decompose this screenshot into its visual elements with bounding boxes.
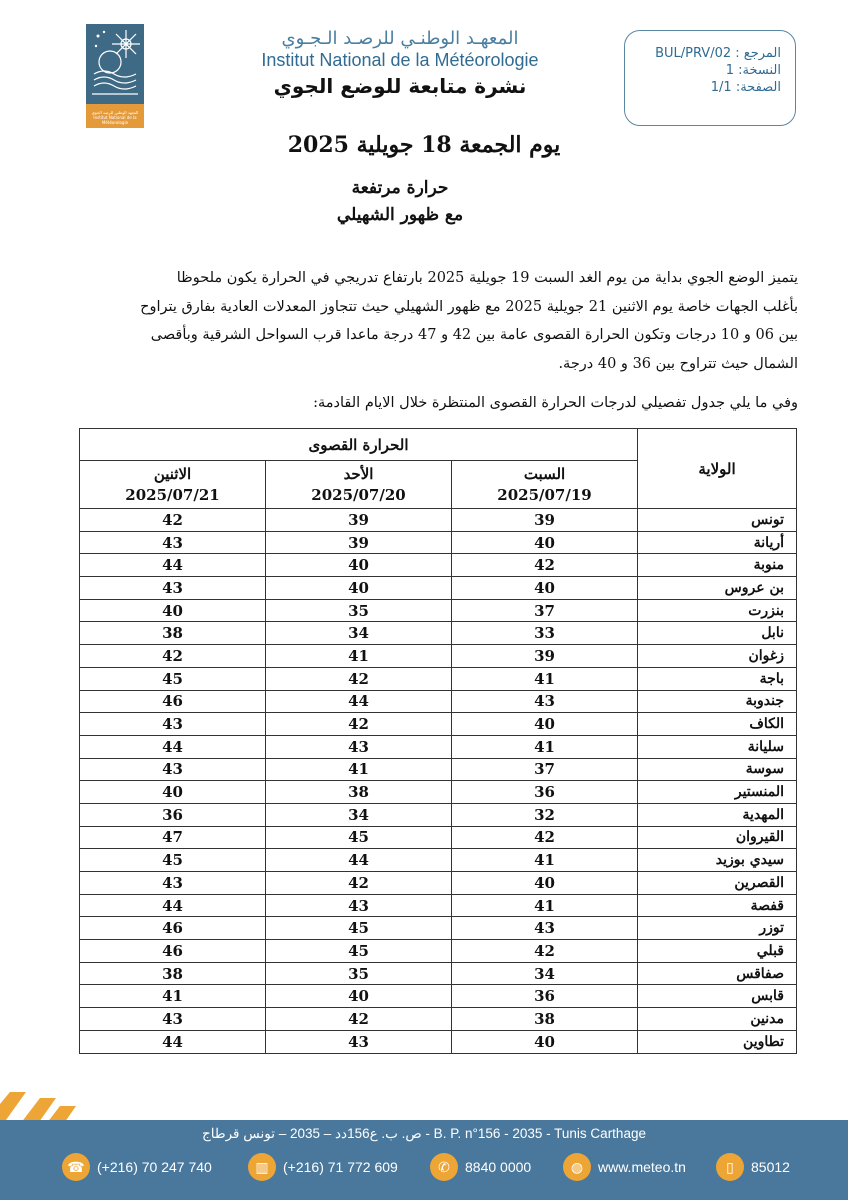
table-row <box>80 531 797 554</box>
page-label: الصفحة: <box>735 80 781 95</box>
paragraph-line: بأغلب الجهات خاصة يوم الاثنين 21 جويلية 2025 مع ظهور الشهيلي حيث تتجاوز المعدلات العادية بفارق يتراوح <box>140 298 798 315</box>
table-row <box>80 917 797 940</box>
temperature-cell: 40 <box>266 577 452 600</box>
fax-number: (+216) 71 772 609 <box>283 1159 398 1175</box>
temperature-cell: 44 <box>80 554 266 577</box>
temperature-cell: 41 <box>452 735 638 758</box>
governorate-cell: قبلي <box>638 940 797 963</box>
temperature-cell: 42 <box>452 940 638 963</box>
temperature-cell: 41 <box>452 894 638 917</box>
table-row <box>80 758 797 781</box>
temperature-cell: 42 <box>80 509 266 532</box>
table-row <box>80 599 797 622</box>
governorate-cell: قابس <box>638 985 797 1008</box>
table-row <box>80 803 797 826</box>
temperature-cell: 43 <box>80 713 266 736</box>
paragraph-line: الشمال حيث تتراوح بين 36 و 40 درجة. <box>558 355 798 372</box>
temperature-cell: 41 <box>266 645 452 668</box>
page-row <box>625 79 781 96</box>
table-header-row <box>80 429 797 461</box>
max-temperature-table <box>79 428 797 1054</box>
temperature-cell: 43 <box>266 735 452 758</box>
temperature-cell: 43 <box>80 758 266 781</box>
version-value: 1 <box>725 63 735 78</box>
table-row <box>80 940 797 963</box>
contact-phone <box>62 1152 212 1182</box>
table-row <box>80 894 797 917</box>
contact-fax <box>248 1152 398 1182</box>
temperature-cell: 38 <box>452 1008 638 1031</box>
day-header-monday <box>80 461 266 509</box>
temperature-cell: 39 <box>266 509 452 532</box>
hotline-number: 8840 0000 <box>465 1159 532 1175</box>
temperature-cell: 46 <box>80 690 266 713</box>
temperature-cell: 35 <box>266 962 452 985</box>
day-date: 2025/07/20 <box>311 485 406 504</box>
governorate-cell: تونس <box>638 509 797 532</box>
logo-caption-ar: المعهد الوطني للرصد الجوي <box>91 110 139 115</box>
sms-number: 85012 <box>751 1159 790 1175</box>
temperature-cell: 46 <box>80 940 266 963</box>
table-row <box>80 872 797 895</box>
footer-bar <box>0 1120 848 1200</box>
governorate-column-header: الولاية <box>638 429 797 509</box>
table-row <box>80 554 797 577</box>
temperature-cell: 42 <box>80 645 266 668</box>
hotline-icon: ✆ <box>430 1153 458 1181</box>
compass-rose-icon <box>86 24 144 104</box>
paragraph-line: يتميز الوضع الجوي بداية من يوم الغد السبت 19 جويلية 2025 بارتفاع تدريجي في الحرارة يكون ملحوظا <box>176 270 798 286</box>
temperature-cell: 39 <box>452 645 638 668</box>
governorate-cell: نابل <box>638 622 797 645</box>
phone-number: (+216) 70 247 740 <box>97 1159 212 1175</box>
version-row <box>625 62 781 79</box>
page-value: 1/1 <box>710 80 732 95</box>
temperature-cell: 42 <box>452 554 638 577</box>
temperature-cell: 38 <box>80 962 266 985</box>
governorate-cell: سيدي بوزيد <box>638 849 797 872</box>
table-row <box>80 509 797 532</box>
governorate-cell: باجة <box>638 667 797 690</box>
fax-icon: ▥ <box>248 1153 276 1181</box>
temperature-cell: 44 <box>80 1030 266 1053</box>
institute-name-french: Institut National de la Météorologie <box>261 50 539 70</box>
governorate-cell: أريانة <box>638 531 797 554</box>
temperature-cell: 45 <box>266 826 452 849</box>
version-label: النسخة: <box>738 63 781 78</box>
day-header-sunday <box>266 461 452 509</box>
governorate-cell: بن عروس <box>638 577 797 600</box>
governorate-cell: صفاقس <box>638 962 797 985</box>
temperature-cell: 33 <box>452 622 638 645</box>
temperature-cell: 41 <box>80 985 266 1008</box>
table-row <box>80 781 797 804</box>
table-row <box>80 826 797 849</box>
temperature-cell: 41 <box>266 758 452 781</box>
governorate-cell: القصرين <box>638 872 797 895</box>
temperature-cell: 41 <box>452 849 638 872</box>
day-name: السبت <box>523 464 566 483</box>
temperature-cell: 43 <box>452 917 638 940</box>
mobile-icon: ▯ <box>716 1153 744 1181</box>
temperature-cell: 42 <box>266 667 452 690</box>
governorate-cell: جندوبة <box>638 690 797 713</box>
reference-value: BUL/PRV/02 <box>655 46 732 61</box>
reference-row <box>625 45 781 62</box>
globe-icon: ◍ <box>563 1153 591 1181</box>
temperature-cell: 40 <box>266 985 452 1008</box>
governorate-cell: زغوان <box>638 645 797 668</box>
temperature-cell: 44 <box>266 849 452 872</box>
table-row <box>80 622 797 645</box>
table-row <box>80 645 797 668</box>
max-temperature-header: الحرارة القصوى <box>80 429 638 461</box>
logo-caption-band <box>86 104 144 128</box>
temperature-cell: 35 <box>266 599 452 622</box>
website-link[interactable]: www.meteo.tn <box>598 1159 686 1175</box>
temperature-cell: 39 <box>452 509 638 532</box>
temperature-cell: 40 <box>452 577 638 600</box>
temperature-cell: 45 <box>80 849 266 872</box>
contact-hotline <box>430 1152 531 1182</box>
institute-logo <box>86 24 144 128</box>
table-row <box>80 985 797 1008</box>
temperature-cell: 38 <box>266 781 452 804</box>
temperature-cell: 36 <box>452 781 638 804</box>
logo-caption-fr: Institut National de la Météorologie <box>93 115 137 125</box>
temperature-cell: 40 <box>452 713 638 736</box>
table-row <box>80 962 797 985</box>
temperature-cell: 40 <box>266 554 452 577</box>
phone-icon: ☎ <box>62 1153 90 1181</box>
temperature-cell: 38 <box>80 622 266 645</box>
temperature-cell: 41 <box>452 667 638 690</box>
governorate-cell: توزر <box>638 917 797 940</box>
summary-paragraph <box>80 264 798 378</box>
temperature-cell: 43 <box>80 577 266 600</box>
temperature-cell: 42 <box>452 826 638 849</box>
table-body <box>80 509 797 1054</box>
governorate-cell: سوسة <box>638 758 797 781</box>
temperature-cell: 45 <box>266 940 452 963</box>
temperature-cell: 39 <box>266 531 452 554</box>
paragraph-line: بين 06 و 10 درجات وتكون الحرارة القصوى عامة بين 42 و 47 درجة ماعدا قرب السواحل الشرقية وبأقصى <box>150 327 798 343</box>
subheading-high-temperature: حرارة مرتفعة <box>351 178 449 198</box>
date-heading: يوم الجمعة 18 جويلية 2025 <box>287 132 561 158</box>
temperature-cell: 42 <box>266 713 452 736</box>
table-row <box>80 713 797 736</box>
temperature-cell: 43 <box>80 1008 266 1031</box>
day-name: الاثنين <box>153 464 192 483</box>
table-row <box>80 577 797 600</box>
subheading-sirocco: مع ظهور الشهيلي <box>336 205 464 225</box>
contact-website[interactable] <box>563 1152 686 1182</box>
governorate-cell: تطاوين <box>638 1030 797 1053</box>
governorate-cell: المنستير <box>638 781 797 804</box>
table-row <box>80 1008 797 1031</box>
temperature-cell: 40 <box>452 872 638 895</box>
temperature-cell: 42 <box>266 1008 452 1031</box>
reference-label: المرجع : <box>735 46 781 61</box>
table-intro: وفي ما يلي جدول تفصيلي لدرجات الحرارة القصوى المنتظرة خلال الايام القادمة: <box>313 395 798 411</box>
bulletin-title: نشرة متابعة للوضع الجوي <box>273 74 527 98</box>
day-date: 2025/07/19 <box>497 485 592 504</box>
governorate-cell: قفصة <box>638 894 797 917</box>
governorate-cell: مدنين <box>638 1008 797 1031</box>
temperature-cell: 43 <box>266 894 452 917</box>
temperature-cell: 46 <box>80 917 266 940</box>
temperature-cell: 40 <box>452 531 638 554</box>
temperature-cell: 43 <box>452 690 638 713</box>
temperature-cell: 45 <box>80 667 266 690</box>
table-row <box>80 849 797 872</box>
governorate-cell: المهدية <box>638 803 797 826</box>
governorate-cell: بنزرت <box>638 599 797 622</box>
postal-address: ص. ب. ع156دد – 2035 – تونس قرطاج - B. P. n°156 - 2035 - Tunis Carthage <box>202 1126 646 1141</box>
table-row <box>80 690 797 713</box>
temperature-cell: 34 <box>452 962 638 985</box>
temperature-cell: 44 <box>266 690 452 713</box>
institute-name-arabic: المعهـد الوطنـي للرصـد الـجـوي <box>281 28 519 49</box>
governorate-cell: القيروان <box>638 826 797 849</box>
day-date: 2025/07/21 <box>125 485 220 504</box>
temperature-cell: 43 <box>266 1030 452 1053</box>
governorate-cell: الكاف <box>638 713 797 736</box>
temperature-cell: 44 <box>80 735 266 758</box>
temperature-cell: 43 <box>80 872 266 895</box>
temperature-cell: 43 <box>80 531 266 554</box>
temperature-cell: 47 <box>80 826 266 849</box>
temperature-cell: 40 <box>452 1030 638 1053</box>
temperature-cell: 44 <box>80 894 266 917</box>
contact-sms <box>716 1152 790 1182</box>
temperature-cell: 45 <box>266 917 452 940</box>
table-row <box>80 667 797 690</box>
table-row <box>80 1030 797 1053</box>
temperature-cell: 34 <box>266 803 452 826</box>
governorate-cell: سليانة <box>638 735 797 758</box>
day-header-saturday <box>452 461 638 509</box>
temperature-cell: 37 <box>452 758 638 781</box>
table-row <box>80 735 797 758</box>
reference-box <box>624 30 796 126</box>
temperature-cell: 34 <box>266 622 452 645</box>
temperature-cell: 36 <box>80 803 266 826</box>
day-name: الأحد <box>343 464 374 483</box>
temperature-cell: 36 <box>452 985 638 1008</box>
temperature-cell: 40 <box>80 781 266 804</box>
temperature-cell: 37 <box>452 599 638 622</box>
temperature-cell: 42 <box>266 872 452 895</box>
governorate-cell: منوبة <box>638 554 797 577</box>
temperature-cell: 40 <box>80 599 266 622</box>
temperature-cell: 32 <box>452 803 638 826</box>
